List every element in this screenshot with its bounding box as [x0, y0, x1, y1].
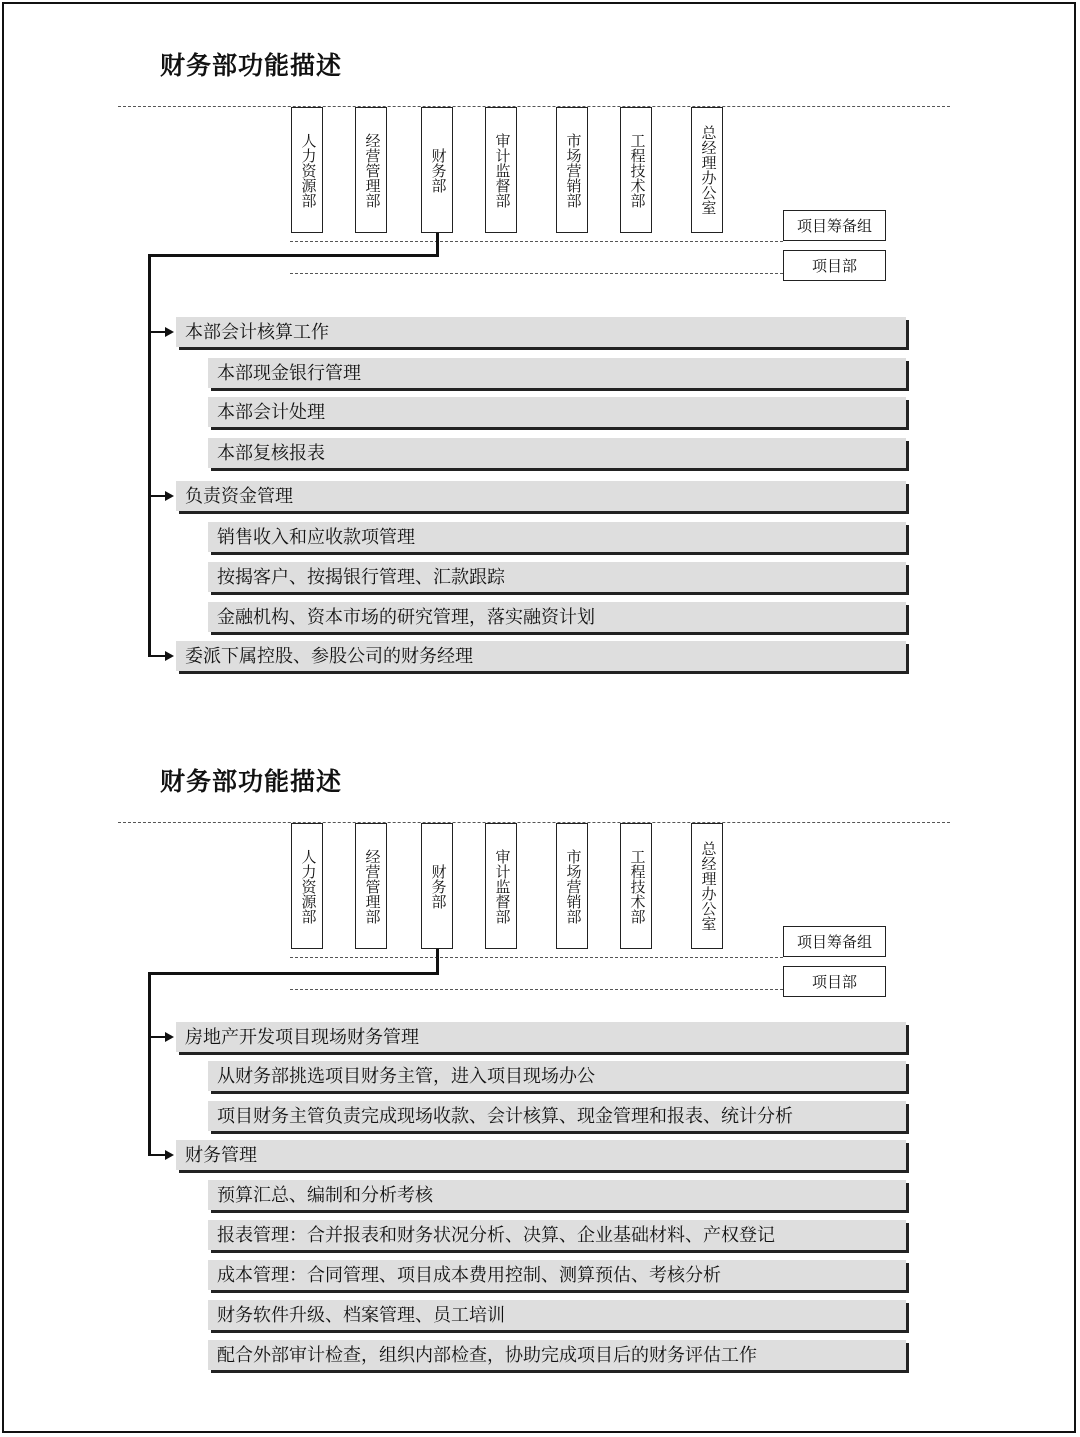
dept-finance	[421, 823, 453, 949]
function-item: 房地产开发项目现场财务管理	[176, 1022, 906, 1052]
function-subitem: 按揭客户、按揭银行管理、汇款跟踪	[208, 562, 906, 592]
section-title: 财务部功能描述	[160, 51, 343, 80]
dept-gm-office	[691, 107, 723, 233]
dashed-connector-1	[290, 957, 783, 958]
org-top-dashed-line	[118, 822, 950, 823]
dept-label: 人力资源部	[299, 132, 316, 208]
connector-horizontal	[148, 254, 439, 257]
dept-operations	[355, 823, 387, 949]
function-subitem: 预算汇总、编制和分析考核	[208, 1180, 906, 1210]
project-dept-box: 项目部	[783, 966, 886, 997]
connector-down	[436, 949, 439, 974]
dept-label: 审计监督部	[493, 132, 510, 208]
function-item: 委派下属控股、参股公司的财务经理	[176, 641, 906, 671]
dept-label: 市场营销部	[564, 132, 581, 208]
dept-operations	[355, 107, 387, 233]
function-subitem: 配合外部审计检查，组织内部检查，协助完成项目后的财务评估工作	[208, 1340, 906, 1370]
dashed-connector-2	[290, 989, 783, 990]
branch-2	[148, 1154, 166, 1156]
function-subitem: 从财务部挑选项目财务主管，进入项目现场办公	[208, 1061, 906, 1091]
project-prep-group-box: 项目筹备组	[783, 210, 886, 241]
dept-engineering	[620, 107, 652, 233]
function-subitem: 报表管理：合并报表和财务状况分析、决算、企业基础材料、产权登记	[208, 1220, 906, 1250]
arrow-icon	[165, 1032, 174, 1042]
function-subitem: 财务软件升级、档案管理、员工培训	[208, 1300, 906, 1330]
dept-label: 财务部	[429, 147, 446, 193]
dept-marketing	[556, 107, 588, 233]
arrow-icon	[165, 327, 174, 337]
dept-hr	[291, 823, 323, 949]
function-item: 财务管理	[176, 1140, 906, 1170]
function-subitem: 本部现金银行管理	[208, 358, 906, 388]
arrow-icon	[165, 1150, 174, 1160]
connector-down	[436, 233, 439, 256]
branch-1	[148, 1036, 166, 1038]
dept-label: 审计监督部	[493, 848, 510, 924]
dept-label: 人力资源部	[299, 848, 316, 924]
arrow-icon	[165, 651, 174, 661]
function-item: 本部会计核算工作	[176, 317, 906, 347]
dept-audit	[485, 107, 517, 233]
dept-finance	[421, 107, 453, 233]
project-prep-group-box: 项目筹备组	[783, 926, 886, 957]
dept-label: 经营管理部	[363, 848, 380, 924]
dept-label: 财务部	[429, 863, 446, 909]
dept-label: 经营管理部	[363, 132, 380, 208]
org-top-dashed-line	[118, 106, 950, 107]
dept-gm-office	[691, 823, 723, 949]
connector-vertical	[148, 972, 151, 1156]
function-subitem: 金融机构、资本市场的研究管理，落实融资计划	[208, 602, 906, 632]
function-item: 负责资金管理	[176, 481, 906, 511]
dept-label: 工程技术部	[628, 132, 645, 208]
section-2	[0, 716, 1080, 1416]
dept-engineering	[620, 823, 652, 949]
function-subitem: 本部复核报表	[208, 438, 906, 468]
project-dept-box: 项目部	[783, 250, 886, 281]
connector-horizontal	[148, 972, 439, 975]
dept-hr	[291, 107, 323, 233]
dashed-connector-1	[290, 241, 783, 242]
branch-3	[148, 655, 166, 657]
arrow-icon	[165, 491, 174, 501]
dept-label: 总经理办公室	[699, 841, 716, 931]
dept-marketing	[556, 823, 588, 949]
connector-vertical	[148, 254, 151, 657]
section-title: 财务部功能描述	[160, 767, 343, 796]
dept-label: 市场营销部	[564, 848, 581, 924]
function-subitem: 成本管理：合同管理、项目成本费用控制、测算预估、考核分析	[208, 1260, 906, 1290]
section-1	[0, 0, 1080, 700]
dashed-connector-2	[290, 273, 783, 274]
function-subitem: 项目财务主管负责完成现场收款、会计核算、现金管理和报表、统计分析	[208, 1101, 906, 1131]
dept-label: 总经理办公室	[699, 125, 716, 215]
function-subitem: 销售收入和应收款项管理	[208, 522, 906, 552]
branch-1	[148, 331, 166, 333]
dept-label: 工程技术部	[628, 848, 645, 924]
branch-2	[148, 495, 166, 497]
function-subitem: 本部会计处理	[208, 397, 906, 427]
dept-audit	[485, 823, 517, 949]
